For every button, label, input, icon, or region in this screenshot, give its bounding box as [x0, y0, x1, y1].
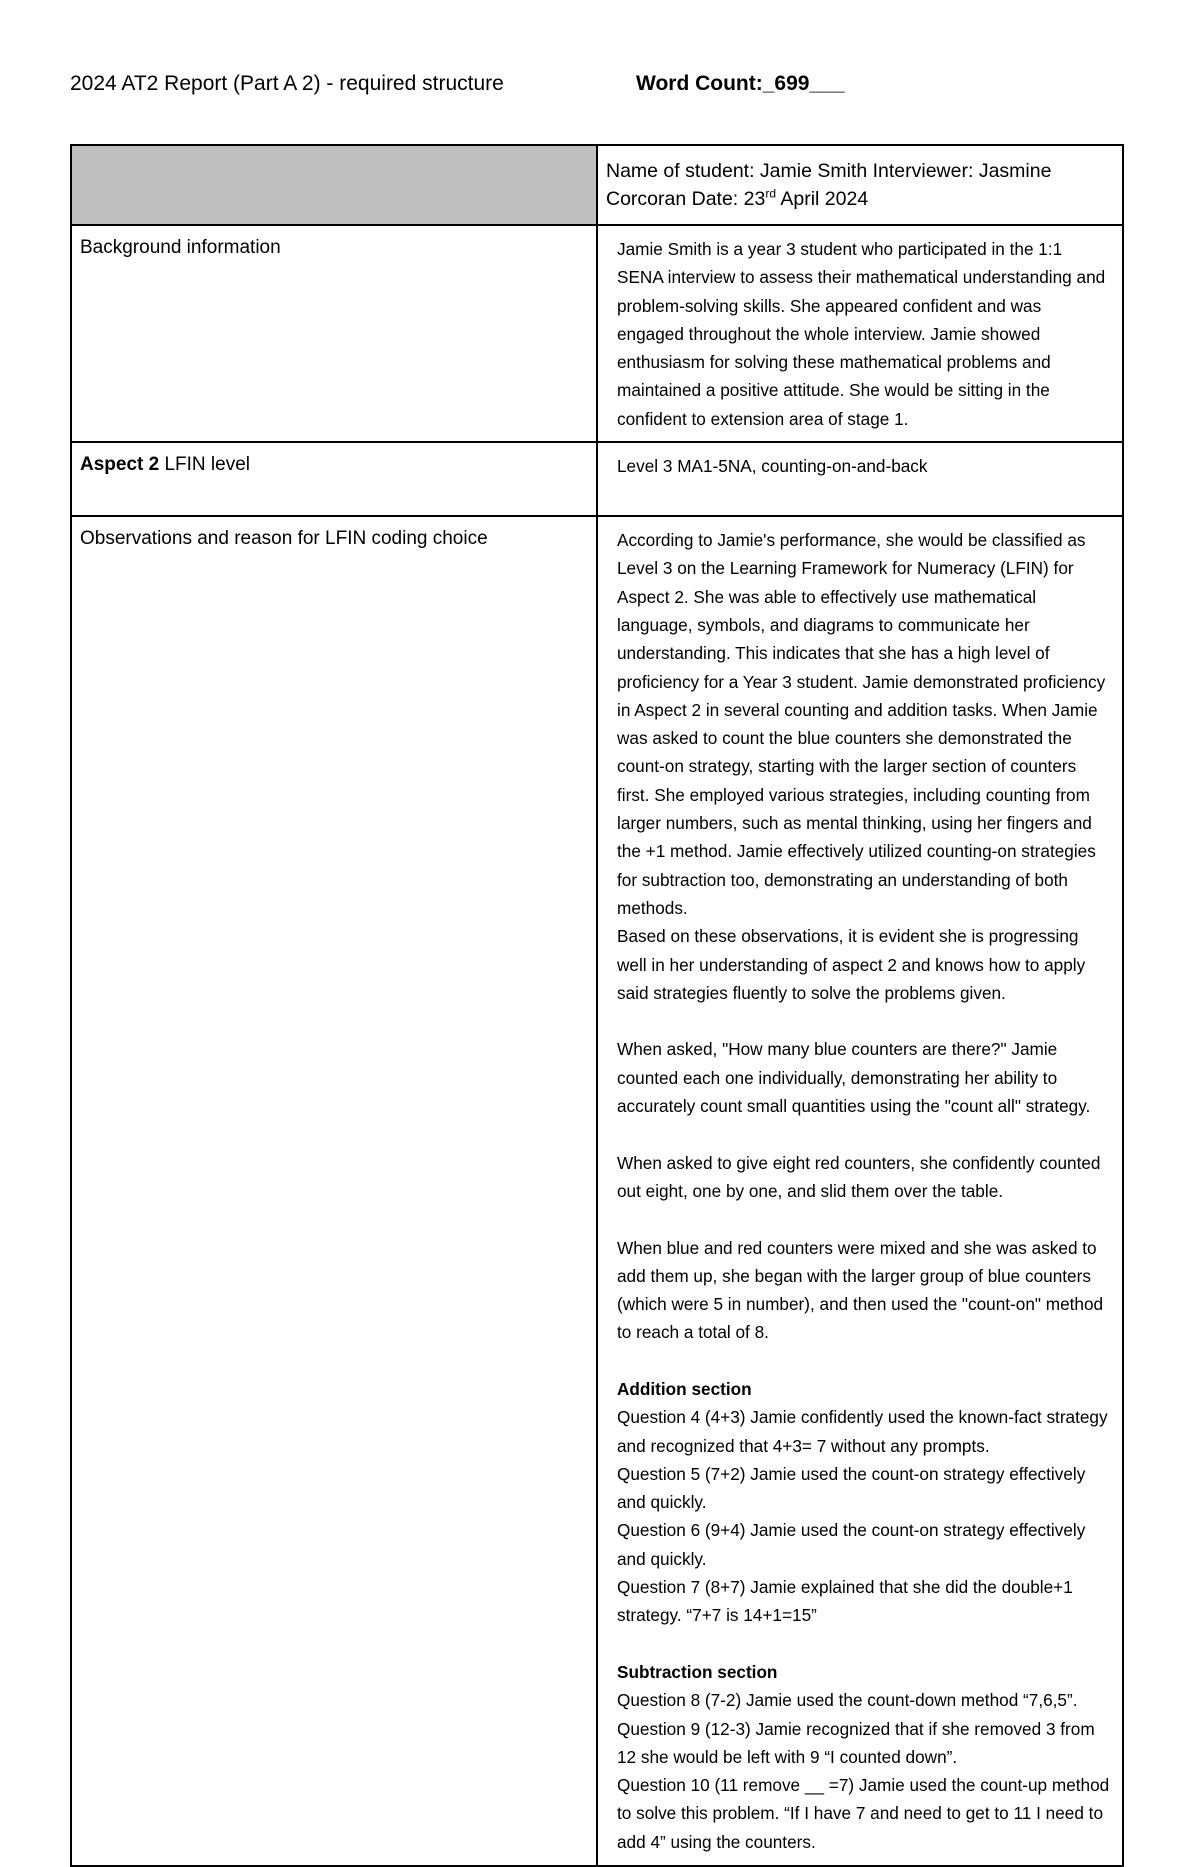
- aspect-label-bold: Aspect 2: [80, 454, 160, 476]
- addition-item: Question 6 (9+4) Jamie used the count-on strategy effectively and quickly.: [617, 1520, 1086, 1569]
- report-table: [70, 144, 1124, 1867]
- observations-row: [71, 516, 1123, 1866]
- background-label: Background information: [71, 225, 597, 442]
- observations-label: Observations and reason for LFIN coding choice: [71, 516, 597, 1866]
- report-title: 2024 AT2 Report (Part A 2) - required structure: [70, 72, 504, 95]
- background-text: Jamie Smith is a year 3 student who participated in the 1:1 SENA interview to assess their mathematical understanding and problem-solving skills. She appeared confident and was engaged throughout the whole interview. Jamie showed enthusiasm for solving these mathematical problems and maintained a positive attitude. She would be sitting in the confident to extension area of stage 1.: [597, 225, 1123, 442]
- obs-paragraph-5: When blue and red counters were mixed and she was asked to add them up, she began with the larger group of blue counters (which were 5 in number), and then used the "count-on" method to reach a total of 8.: [617, 1237, 1104, 1343]
- word-count: Word Count:_699___: [636, 72, 845, 95]
- student-info-cell: [597, 145, 1123, 225]
- addition-item: Question 5 (7+2) Jamie used the count-on strategy effectively and quickly.: [617, 1463, 1086, 1513]
- date-rest: April 2024: [776, 188, 869, 210]
- addition-item: Question 4 (4+3) Jamie confidently used the known-fact strategy and recognized that 4+3= 7 without any prompts.: [617, 1407, 1108, 1456]
- header-row: [71, 145, 1123, 225]
- aspect-text: Level 3 MA1-5NA, counting-on-and-back: [597, 442, 1123, 516]
- obs-paragraph-4: When asked to give eight red counters, she confidently counted out eight, one by one, and slid them over the table.: [617, 1152, 1101, 1201]
- subtraction-item: Question 8 (7-2) Jamie used the count-down method “7,6,5”.: [617, 1690, 1078, 1711]
- addition-item: Question 7 (8+7) Jamie explained that she did the double+1 strategy. “7+7 is 14+1=15”: [617, 1577, 1073, 1626]
- aspect-row: [71, 442, 1123, 516]
- background-row: [71, 225, 1123, 442]
- observations-body: [597, 516, 1123, 1866]
- subtraction-heading: Subtraction section: [617, 1661, 778, 1682]
- subtraction-item: Question 9 (12-3) Jamie recognized that if she removed 3 from 12 she would be left with 9 “I counted down”.: [617, 1718, 1095, 1767]
- obs-paragraph-2: Based on these observations, it is evident she is progressing well in her understanding of aspect 2 and knows how to apply said strategies fluently to solve the problems given.: [617, 926, 1086, 1003]
- obs-paragraph-3: When asked, "How many blue counters are there?" Jamie counted each one individually, demonstrating her ability to accurately count small quantities using the "count all" strategy.: [617, 1039, 1091, 1117]
- addition-heading: Addition section: [617, 1378, 752, 1399]
- header-blank-cell: [71, 145, 597, 225]
- obs-paragraph-1: According to Jamie's performance, she would be classified as Level 3 on the Learning Framework for Numeracy (LFIN) for Aspect 2. She was able to effectively use mathematical language, symbols, and diagrams to communicate her understanding. This indicates that she has a high level of proficiency for a Year 3 student. Jamie demonstrated proficiency in Aspect 2 in several counting and addition tasks. When Jamie was asked to count the blue counters she demonstrated the count-on strategy, starting with the larger section of counters first. She employed various strategies, including counting from larger numbers, such as mental thinking, using her fingers and the +1 method. Jamie effectively utilized counting-on strategies for subtraction too, demonstrating an understanding of both methods.: [617, 530, 1106, 918]
- aspect-label: [71, 442, 597, 516]
- subtraction-item: Question 10 (11 remove __ =7) Jamie used the count-up method to solve this problem. “If I have 7 and need to get to 11 I need to add 4” using the counters.: [617, 1775, 1110, 1852]
- aspect-label-rest: LFIN level: [159, 454, 251, 476]
- date-suffix: rd: [765, 186, 777, 201]
- student-info-text: Name of student: Jamie Smith Interviewer: Jasmine Corcoran Date: 23: [606, 160, 1052, 210]
